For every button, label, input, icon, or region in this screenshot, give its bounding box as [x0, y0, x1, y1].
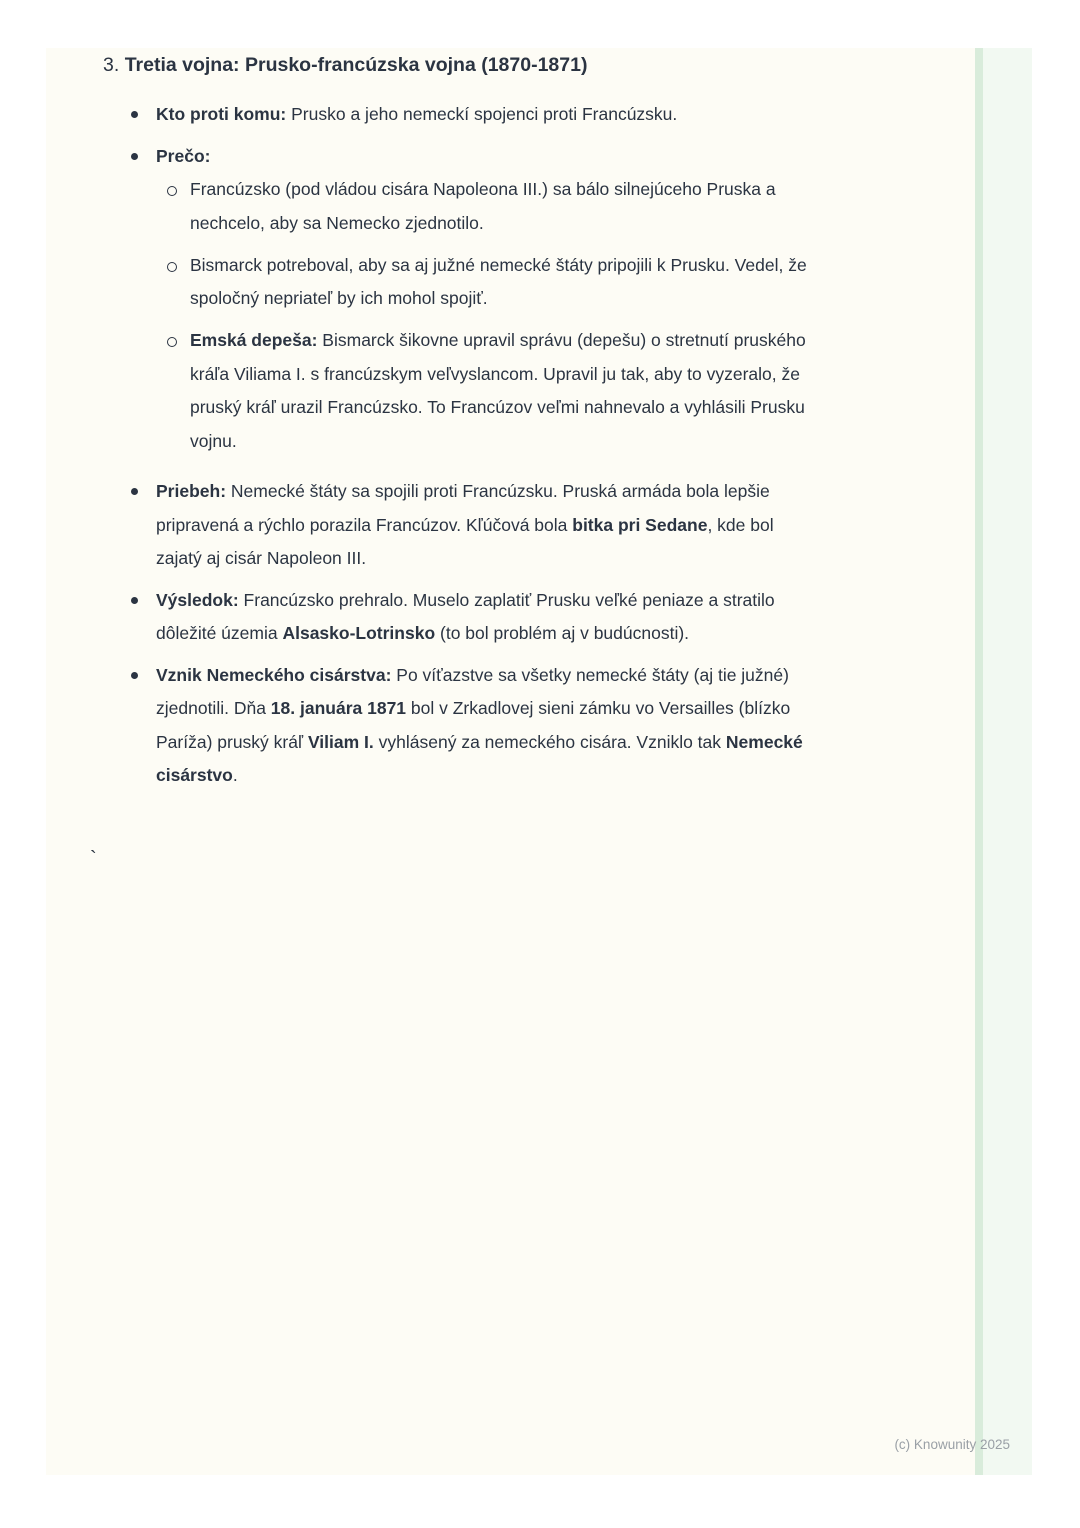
list-item-text: Emská depeša: Bismarck šikovne upravil správu (depešu) o stretnutí pruského kráľa Viliama I. s francúzskym veľvyslancom. Upravil ju tak, aby to vyzeralo, že pruský kráľ urazil Francúzsko. To Francúzov veľmi nahnevalo a vyhlásili Prusku vojnu. [190, 330, 806, 451]
list-item [46, 173, 1032, 240]
list-item [46, 324, 1032, 458]
list-item [46, 140, 1032, 174]
list-item [46, 249, 1032, 316]
circle-bullet-icon [167, 337, 177, 347]
bullet-icon [131, 597, 138, 604]
bullet-icon [131, 488, 138, 495]
circle-bullet-icon [167, 262, 177, 272]
list-item [46, 659, 1032, 793]
outline-list [46, 98, 1032, 793]
list-item [46, 584, 1032, 651]
list-item-text: Prečo: [156, 145, 211, 166]
section-heading [103, 52, 1032, 79]
bullet-icon [131, 111, 138, 118]
section-title: Tretia vojna: Prusko-francúzska vojna (1870-1871) [124, 54, 588, 76]
list-item-text: Priebeh: Nemecké štáty sa spojili proti Francúzsku. Pruská armáda bola lepšie pripravená a rýchlo porazila Francúzov. Kľúčová bola bitka pri Sedane, kde bol zajatý aj cisár Napoleon III. [156, 481, 774, 568]
bullet-icon [131, 672, 138, 679]
list-item-text: Francúzsko (pod vládou cisára Napoleona III.) sa bálo silnejúceho Pruska a nechcelo, aby sa Nemecko zjednotilo. [190, 179, 776, 233]
bullet-icon [131, 153, 138, 160]
page-content [46, 52, 1032, 793]
list-item-text: Výsledok: Francúzsko prehralo. Muselo zaplatiť Prusku veľké peniaze a stratilo dôležité územia Alsasko-Lotrinsko (to bol problém aj v budúcnosti). [156, 589, 775, 643]
copyright-text: (c) Knowunity 2025 [894, 1437, 1010, 1452]
list-item [46, 98, 1032, 132]
section-number: 3. [103, 54, 120, 76]
list-item-text: Bismarck potreboval, aby sa aj južné nemecké štáty pripojili k Prusku. Vedel, že spoločný nepriateľ by ich mohol spojiť. [190, 254, 807, 308]
document-page [46, 48, 1032, 1475]
list-item-text: Kto proti komu: Prusko a jeho nemeckí spojenci proti Francúzsku. [156, 104, 678, 124]
circle-bullet-icon [167, 186, 177, 196]
stray-backtick-mark: ` [90, 848, 97, 870]
list-item [46, 475, 1032, 576]
list-item-text: Vznik Nemeckého cisárstva: Po víťazstve sa všetky nemecké štáty (aj tie južné) zjednotili. Dňa 18. januára 1871 bol v Zrkadlovej sieni zámku vo Versailles (blízko Paríža) pruský kráľ Viliam I. vyhlásený za nemeckého cisára. Vzniklo tak Nemecké cisárstvo. [156, 664, 803, 785]
